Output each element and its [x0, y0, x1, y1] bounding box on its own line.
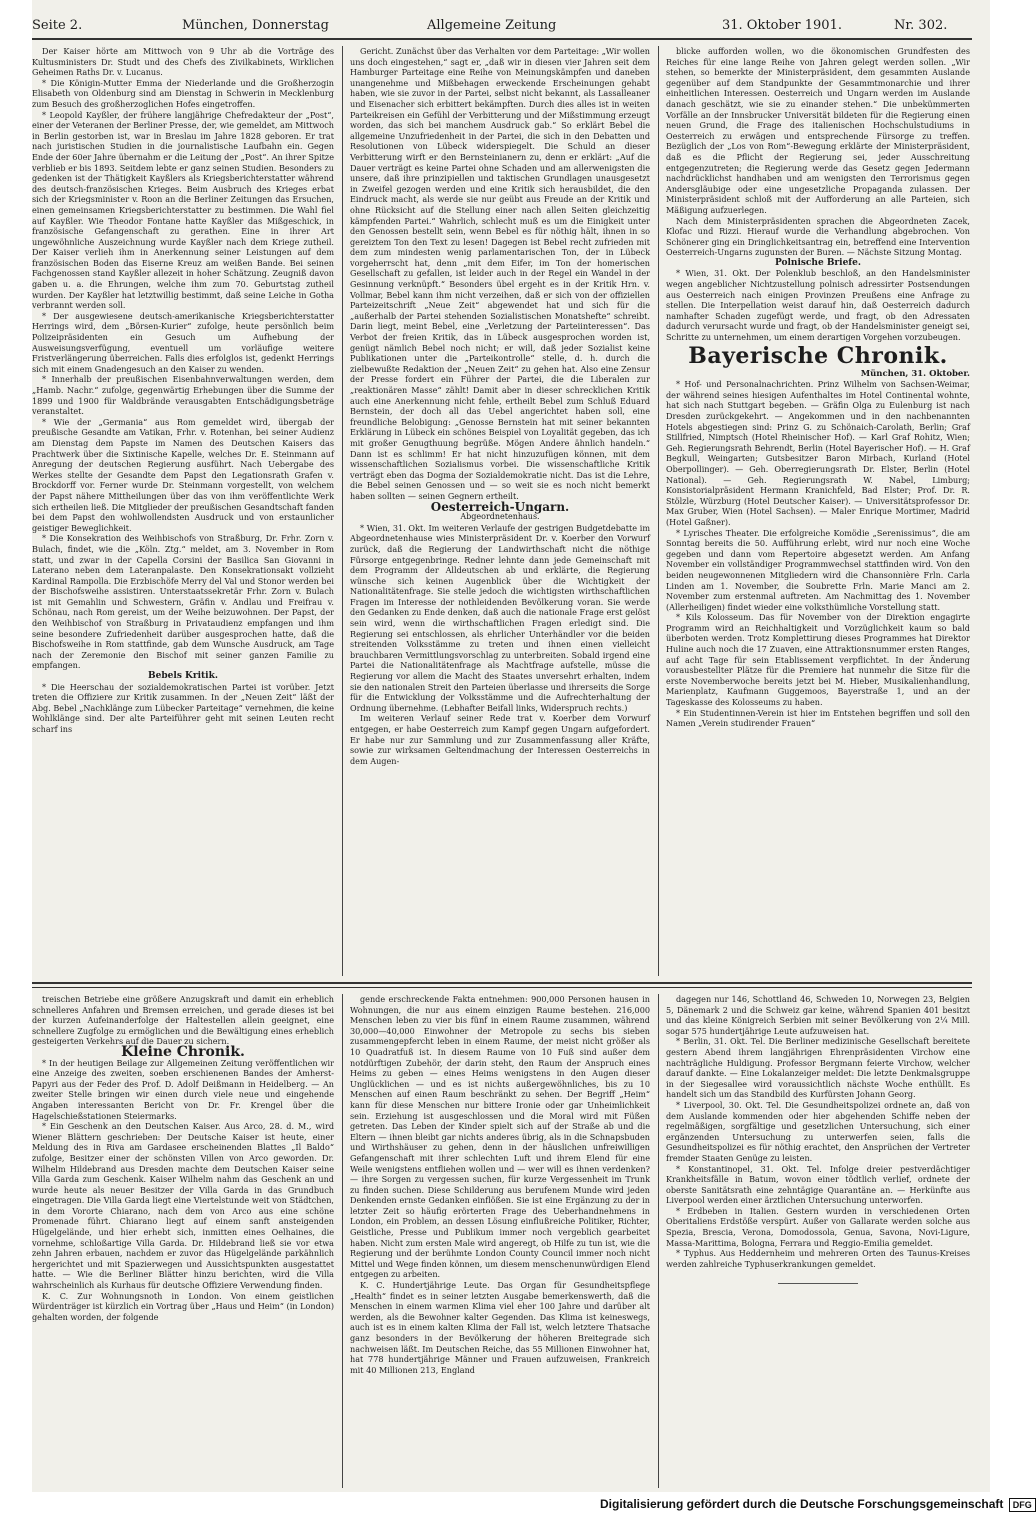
- city-day: München, Donnerstag: [182, 18, 329, 33]
- article-paragraph: * Wien, 31. Okt. Der Polenklub beschloß, an den Handelsminister wegen angeblicher Nichtzustellung polnisch adressirter Postsendungen aus Oesterreich nach einigen Provinzen Preußens eine Anfrage zu stellen. Die Interpellation weist darauf hin, daß Oesterreich dadurch namhafter Schaden zugefügt werde, und fragt, ob den Adressaten dadurch verursacht wurde und fragt, ob der Handelsminister geneigt sei, Schritte zu unternehmen, um einem derartigen Vorgehen vorzubeugen.: [666, 268, 970, 343]
- digitization-footer: [600, 1497, 1036, 1512]
- article-paragraph: * Ein Geschenk an den Deutschen Kaiser. Aus Arco, 28. d. M., wird Wiener Blättern geschrieben: Der Deutsche Kaiser ist heute, einer Meldung des in Riva am Gardasee erscheinenden Blattes „Il Baldo“ zufolge, Besitzer einer der schönsten Villen von Arco geworden. Dr. Wilhelm Hildebrand aus Dresden machte dem Deutschen Kaiser seine Villa Garda zum Geschenk. Kaiser Wilhelm nahm das Geschenk an und wurde heute als neuer Besitzer der Villa Garda in das Grundbuch eingetragen. Die Villa Garda liegt eine Viertelstunde weit von Städtchen, in dem Vororte Chiarano, nach dem von Arco aus eine schöne Promenade führt. Chiarano liegt auf einem sanft ansteigenden Hügelgelände, und hier erhebt sich, inmitten eines Oelhaines, die vornehme, schloßartige Villa Garda. Dr. Hildebrand ließ sie vor etwa zehn Jahren erbauen, nachdem er zuvor das Hügelgelände parkähnlich hergerichtet und mit Spazierwegen und Aussichtspunkten ausgestattet hatte. — Wie die Berliner Blätter hinzu berichten, wird die Villa wahrscheinlich als Kurhaus für deutsche Offiziere Verwendung finden.: [32, 1121, 334, 1291]
- column-2: [350, 46, 650, 976]
- header-rule: [32, 38, 972, 40]
- article-paragraph: * Hof- und Personalnachrichten. Prinz Wilhelm von Sachsen-Weimar, der während seines hiesigen Aufenthaltes im Hotel Continental wohnte, hat sich nach Stuttgart begeben. — Gräfin Olga zu Eulenburg ist nach Dresden zurückgekehrt. — Angekommen und in den nachbenannten Hotels abgestiegen sind: Prinz G. zu Schönaich-Carolath, Berlin; Graf Stillfried, Nimptsch (Hotel Rheinischer Hof). — Karl Graf Rohitz, Wien; Geh. Regierungsrath Behrendt, Berlin (Hotel Bayerischer Hof). — H. Graf Begkull, Weingarten; Gutsbesitzer Baron Mirbach, Kurland (Hotel Oberpollinger). — Geh. Oberregierungsrath Dr. Elster, Berlin (Hotel National). — Geh. Regierungsrath W. Nabel, Limburg; Konsistorialpräsident Hermann Kranichfeld, Bad Elster; Prof. Dr. R. Stölzle, Würzburg (Hotel Deutscher Kaiser). — Universitätsprofessor Dr. Max Gruber, Wien (Hotel Sachsen). — Maler Enrique Mortimer, Madrid (Hotel Gaßner).: [666, 379, 970, 527]
- lower-column-1: [32, 994, 334, 1488]
- column-divider: [342, 46, 343, 976]
- section-heading: Polnische Briefe.: [774, 257, 862, 268]
- column-divider: [658, 994, 659, 1488]
- article-paragraph: * Leopold Kayßler, der frühere langjährige Chefredakteur der „Post“, einer der Veteranen der Berliner Presse, der, wie gemeldet, am Mittwoch in Berlin gestorben ist, war in Breslau im Jahre 1828 geboren. Er trat nach juristischen Studien in die journalistische Laufbahn ein. Gegen Ende der 60er Jahre übernahm er die Leitung der „Post“. An ihrer Spitze verblieb er bis 1893. Seitdem lebte er ganz seinen Studien. Besonders zu gedenken ist der Thätigkeit Kayßlers als Kriegsberichterstatter während des deutsch-französischen Krieges. Beim Ausbruch des Krieges erbat sich der Kriegsminister v. Roon an die Berliner Zeitungen das Ersuchen, einen gemeinsamen Kriegsberichterstatter zu bestimmen. Die Wahl fiel auf Kayßler. Wie Theodor Fontane hatte Kayßler das Mißgeschick, in französische Gefangenschaft zu gerathen. Eine in ihrer Art ungewöhnliche Auszeichnung wurde Kayßler nach dem Kriege zutheil. Der Kaiser verlieh ihm in Anerkennung seiner Leistungen auf dem französischen Boden das Eiserne Kreuz am weißen Bande. Bei seinen Fachgenossen stand Kayßler allezeit in hoher Schätzung. Zeugniß davon gaben u. a. die Ehrungen, welche ihm zum 70. Geburtstag zutheil wurden. Der Kayßler hat letztwillig bestimmt, daß seine Leiche in Gotha verbrannt werden soll.: [32, 109, 335, 311]
- issue-number: Nr. 302.: [894, 18, 948, 33]
- section-heading: Oesterreich-Ungarn.: [430, 499, 570, 514]
- page-number: Seite 2.: [32, 18, 83, 33]
- dfg-logo: DFG: [1009, 1498, 1036, 1512]
- article-paragraph: Gericht. Zunächst über das Verhalten vor dem Parteitage: „Wir wollen uns doch eingestehen,“ sagt er, „daß wir in diesen vier Jahren seit dem Hamburger Parteitage eine Reihe von Meinungskämpfen und daneben unangenehme und Mißbehagen erweckende Erscheinungen gehabt haben, wie sie zuvor in der Partei, selbst nicht bekannt, als Lassalleaner und Eisenacher sich erbittert bekämpften. Durch dies alles ist in weiten Parteikreisen ein Gefühl der Verbitterung und der Mißstimmung erzeugt worden, das sich bei manchem Ausdruck gab.“ So erklärt Bebel die allgemeine Unzufriedenheit in der Partei, die sich in den Debatten und Resolutionen von Lübeck widerspiegelt. Die Schuld an dieser Verbitterung wirft er den Bernsteinianern zu, denn er erklärt: „Auf die Dauer verträgt es keine Partei ohne Schaden und am allerwenigsten die unsere, daß ihre prinzipiellen und taktischen Grundlagen unausgesetzt in Zweifel gezogen werden und eine Kritik sich herausbildet, die den Eindruck macht, als werde sie nur geübt aus Freude an der Kritik und ohne Rücksicht auf die Stellung einer nach allen Seiten gleichzeitig kämpfenden Partei.“ Wahrlich, schlecht muß es um die Einigkeit unter den Genossen bestellt sein, wenn Bebel es für nöthig hält, ihnen in so gereiztem Ton den Text zu lesen! Dagegen ist Bebel recht zufrieden mit dem zum mindesten wenig parlamentarischen Ton, der in Lübeck vorgeherrscht hat, denn „mit dem Eifer, im Ton der homerischen Gesellschaft zu gefallen, ist leider auch in der Regel ein Wandel in der Gesinnung verknüpft.“ Besonders übel ergeht es in der Kritik Hrn. v. Vollmar, Bebel kann ihm nicht verzeihen, daß er sich von der offiziellen Parteizeitschrift „Neue Zeit“ abgewendet hat und sich für die „außerhalb der Partei stehenden Sozialistischen Monatshefte“ schreibt. Darin liegt, meint Bebel, eine „Verletzung der Parteiinteressen“. Das Verbot der freien Kritik, das in Lübeck ausgesprochen worden ist, genügt nämlich Bebel noch nicht; er will, daß jeder Sozialist keine Publikationen unter die „Parteikontrolle“ stelle, d. h. durch die zielbewußte Redaktion der „Neuen Zeit“ zu gehen hat. Also eine Zensur der Presse fordert ein Führer der Partei, die die Liberalen zur „reaktionären Masse“ zählt! Damit aber in dieser schrecklichen Kritik auch eine Anerkennung nicht fehle, ertheilt Bebel zum Schluß Eduard Bernstein, der doch all das Uebel angerichtet haben soll, eine freundliche Belobigung: „Genosse Bernstein hat mit seiner bekannten Erklärung in Lübeck ein schönes Beispiel von Loyalität gegeben, das ich mit großer Genugthuung begrüße. Mögen Andere ähnlich handeln.“ Dann ist es schlimm! Er hat nicht hinzuzufügen können, mit dem wissenschaftlichen Sozialismus vorbei. Die wissenschaftliche Kritik verträgt eben das Dogma der Sozialdemokratie nicht. Das ist die Lehre, die Bebel seinen Genossen und — so weit sie es noch nicht bemerkt haben sollten — seinen Gegnern ertheilt.: [350, 46, 650, 501]
- page-header: [32, 18, 972, 38]
- article-paragraph: * Die Konsekration des Weihbischofs von Straßburg, Dr. Frhr. Zorn v. Bulach, findet, wie die „Köln. Ztg.“ meldet, am 3. November in Rom statt, und zwar in der Capella Corsini der Basilica San Giovanni in Laterano neben dem Lateranpalaste. Den Konsekrationsakt vollzieht Kardinal Rampolla. Die Erzbischöfe Merry del Val und Stonor werden bei der Bischofsweihe assistiren. Unterstaatssekretär Frhr. Zorn v. Bulach ist mit Gemahlin und Schwestern, Gräfin v. Andlau und Freifrau v. Schönau, nach Rom gereist, um der Weihe beizuwohnen. Der Papst, der den Weihbischof von Straßburg in Privataudienz empfangen und ihm seine besondere Zufriedenheit darüber ausgesprochen hatte, daß die Bischofsweihe in Rom stattfinde, gab dem Wunsche Ausdruck, am Tage nach der Zeremonie den Bischof mit seiner ganzen Familie zu empfangen.: [32, 533, 334, 671]
- article-paragraph: * Typhus. Aus Heddernheim und mehreren Orten des Taunus-Kreises werden zahlreiche Typhuserkrankungen gemeldet.: [666, 1248, 970, 1269]
- article-paragraph: * Der ausgewiesene deutsch-amerikanische Kriegsberichterstatter Herrings wird, dem „Börsen-Kurier“ zufolge, heute persönlich beim Polizeipräsidenten ein Gesuch um Aufhebung der Ausweisungsverfügung, eventuell um vorläufige weitere Fristverlängerung überreichen. Falls dies erfolglos ist, gedenkt Herrings sich mit einem Gnadengesuch an den Kaiser zu wenden.: [32, 310, 334, 374]
- chronicle-dateline: München, 31. Oktober.: [860, 368, 970, 379]
- lower-column-2: [350, 994, 650, 1488]
- article-paragraph: treischen Betriebe eine größere Anzugskraft und damit ein erheblich schnelleres Anfahren und Bremsen erreichen, und gerade dieses ist bei der kurzen Aufeinanderfolge der Haltestellen allein geeignet, eine schnellere Zugfolge zu ermöglichen und die Bewältigung eines erheblich gesteigerten Verkehrs auf die Dauer zu sichern.: [32, 994, 334, 1047]
- footer-text: Digitalisierung gefördert durch die Deutsche Forschungsgemeinschaft: [600, 1497, 1004, 1511]
- end-rule: [778, 1283, 858, 1284]
- section-separator-rule: [32, 982, 972, 988]
- article-paragraph: * Innerhalb der preußischen Eisenbahnverwaltungen werden, dem „Hamb. Nachr.“ zufolge, gegenwärtig Erhebungen über die Summe der 1899 und 1900 für Waldbrände verausgabten Entschädigungsbeträge veranstaltet.: [32, 374, 334, 417]
- article-paragraph: * Die Heerschau der sozialdemokratischen Partei ist vorüber. Jetzt treten die Offiziere zur Kritik zusammen. In der „Neuen Zeit“ läßt der Abg. Bebel „Nachklänge zum Lübecker Parteitage“ vernehmen, die keine Wohlklänge sind. Der alte Parteiführer geht mit seinen Leuten recht scharf ins: [32, 681, 334, 734]
- article-paragraph: * Liverpool, 30. Okt. Tel. Die Gesundheitspolizei ordnete an, daß von dem Auslande kommenden oder hier abgehenden Schiffe neben der regelmäßigen, sorgfältige und gesetzlichen Untersuchung, sich einer ergänzenden Untersuchung zu unterwerfen seien, falls die Gesundheitspolizei es für nöthig erachtet, den Ansprüchen der Vertreter fremder Staaten Genüge zu leisten.: [666, 1099, 970, 1163]
- newspaper-page: [32, 0, 990, 1492]
- chronicle-title: Bayerische Chronik.: [688, 342, 948, 369]
- article-paragraph: * Ein Studentinnen-Verein ist hier im Entstehen begriffen und soll den Namen „Verein studirender Frauen“: [666, 707, 970, 729]
- article-paragraph: * In der heutigen Beilage zur Allgemeinen Zeitung veröffentlichen wir eine Anzeige des zweiten, soeben erschienenen Bandes der Amherst-Papyri aus der Feder des Prof. D. Adolf Deißmann in Heidelberg. — An zweiter Stelle bringen wir einen durch viele neue und eingehende Angaben interessanten Bericht von Dr. Fr. Krengel über die Hagelschießstationen Steiermarks.: [32, 1057, 334, 1121]
- article-paragraph: Der Kaiser hörte am Mittwoch von 9 Uhr ab die Vorträge des Kultusministers Dr. Studt und des Chefs des Zivilkabinets, Wirklichen Geheimen Raths Dr. v. Lucanus.: [32, 46, 334, 78]
- newspaper-title: Allgemeine Zeitung: [427, 18, 557, 33]
- article-paragraph: * Kils Kolosseum. Das für November von der Direktion engagirte Programm wird an Reichhaltigkeit und Vorzüglichkeit kaum so bald überboten werden. Trotz Komplettirung dieses Programmes hat Direktor Huline auch noch die 17 Zuaven, eine Attraktionsnummer ersten Ranges, auf acht Tage für sein Etablissement verpflichtet. In der Änderung vorausbestellter Plätze für die Premiere hat nunmehr die Sitze für die erste Novemberwoche bereits jetzt bei M. Hieber, Musikalienhandlung, Marienplatz, Kaufmann Guggemoos, Bayerstraße 1, und an der Tageskasse des Kolosseums zu haben.: [666, 612, 970, 708]
- article-paragraph: gende erschreckende Fakta entnehmen: 900,000 Personen hausen in Wohnungen, die nur aus einem einzigen Raume bestehen. 216,000 Menschen leben zu vier bis fünf in einem Raume zusammen, während 30,000—40,000 Einwohner der Metropole zu sechs bis sieben zusammengepfercht leben in einem Raume, der meist nicht größer als 10 Quadratfuß ist. In diesem Raume von 10 Fuß sind außer dem notdürftigen Zubehör, der darin steht, den Raum der Anspruch eines Heims zu geben — eines Heims wenigstens in den Augen dieser Unglücklichen — und es ist nichts außergewöhnliches, bis zu 10 Menschen auf einen Raum beschränkt zu sehen. Der Begriff „Heim“ kann für diese Menschen nur bittere Ironie oder gar Unheimlichkeit sein. Erziehung ist ausgeschlossen und die Moral wird mit Füßen getreten. Das Leben der Kinder spielt sich auf der Straße ab und die Eltern — ihnen bleibt gar nichts anderes übrig, als in die Schnapsbuden und Wirthshäuser zu gehen, denn in der häuslichen unfreiwilligen Gefangenschaft mit ihrer schlechten Luft und ihrem Elend für eine Weile wenigstens entfliehen wollen und — wer will es ihnen verdenken? — ihre Sorgen zu vergessen suchen, für kurze Vergessenheit im Trunk zu finden suchen. Diese Schilderung aus berufenem Munde wird jeden Denkenden ernste Gedanken einflößen. Sie ist eine Ergänzung zu der in letzter Zeit so häufig erörterten Frage des Ueberhandnehmens in London, ein Problem, an dessen Lösung einflußreiche Politiker, Richter, Geistliche, Presse und Publikum immer noch vergeblich gearbeitet haben. Nicht zum ersten Male wird angeregt, ob Hilfe zu tun ist, wie die Regierung und der berühmte London County Council immer noch nicht Mittel und Wege finden können, um diesem menschenunwürdigen Elend entgegen zu arbeiten.: [350, 994, 650, 1280]
- article-paragraph: K. C. Hundertjährige Leute. Das Organ für Gesundheitspflege „Health“ findet es in seiner letzten Ausgabe bemerkenswerth, daß die Menschen in einem warmen Klima viel eher 100 Jahre und darüber alt werden, als die Bewohner kalter Gegenden. Das Klima ist keineswegs, auch ist es in einem kalten Klima der Fall ist, welch letztere Thatsache ganz besonders in der Bevölkerung der höheren Breitegrade sich nachweisen läßt. Im Deutschen Reiche, das 55 Millionen Einwohner hat, hat 778 hundertjährige Männer und Frauen aufzuweisen, Frankreich mit 40 Millionen 213, England: [350, 1280, 650, 1375]
- article-paragraph: * Wie der „Germania“ aus Rom gemeldet wird, übergab der preußische Gesandte am Vatikan, Frhr. v. Rotenhan, bei seiner Audienz am Dienstag dem Papste im Namen des Deutschen Kaisers das Prachtwerk über die Sixtinische Kapelle, welches Dr. E. Steinmann auf Anregung der deutschen Regierung ausführt. Nach Uebergabe des Werkes stellte der Gesandte dem Papst den Legationsrath Grafen v. Brockdorff vor. Ferner wurde Dr. Steinmann vorgestellt, von welchem der Papst nähere Mittheilungen über das von ihm veröffentlichte Werk sich ertheilen ließ. Die Mitglieder der preußischen Gesandtschaft fanden bei dem Papst den wohlwollendsten Ausdruck und von erstaunlicher geistiger Beweglichkeit.: [32, 416, 334, 533]
- section-heading: Kleine Chronik.: [121, 1043, 245, 1060]
- column-3: [666, 46, 970, 976]
- article-paragraph: blicke aufforden wollen, wo die ökonomischen Grundfesten des Reiches für eine lange Reihe von Jahren gelegt werden sollen. „Wir stehen, so bemerkte der Ministerpräsident, dem gesammten Auslande gegenüber auf dem Standpunkte der Gesammtmonarchie und ihrer einheitlichen Interessen. Oesterreich und Ungarn werden im Auslande danach geschätzt, wie sie zu einander stehen.“ Die unbekümmerten Vorfälle an der Innsbrucker Universität bildeten für die Regierung einen neuen Grund, die Frage des italienischen Hochschulstudiums in Oesterreich zu erwägen und entsprechende Fürsorge zu treffen. Bezüglich der „Los von Rom“-Bewegung erklärte der Ministerpräsident, daß es die Pflicht der Regierung sei, jeder Ausschreitung entgegenzutreten; die Regierung werde das Gesetz gegen Jedermann nachdrücklichst handhaben und am wenigsten den Terrorismus gegen Andersgläubige oder eine ungesetzliche Propaganda zulassen. Der Ministerpräsident schloß mit der Aufforderung an alle Parteien, sich Mäßigung aufzuerlegen.: [666, 46, 970, 215]
- section-heading: Bebels Kritik.: [148, 671, 218, 682]
- article-paragraph: * Konstantinopel, 31. Okt. Tel. Infolge dreier pestverdächtiger Krankheitsfälle in Batum, wovon einer tödtlich verlief, ordnete der oberste Sanitätsrath eine zehntägige Quarantäne an. — Herkünfte aus Liverpool werden einer ärztlichen Untersuchung unterworfen.: [666, 1163, 970, 1206]
- article-paragraph: Nach dem Ministerpräsidenten sprachen die Abgeordneten Zacek, Klofac und Rizzi. Hierauf wurde die Verhandlung abgebrochen. Von Schönerer ging ein Dringlichkeitsantrag ein, betreffend eine Intervention Oesterreich-Ungarns zugunsten der Buren. — Nächste Sitzung Montag.: [666, 215, 970, 258]
- article-paragraph: * Die Königin-Mutter Emma der Niederlande und die Großherzogin Elisabeth von Oldenburg sind am Dienstag in Schwerin in Mecklenburg zum Besuch des großherzoglichen Hofes eingetroffen.: [32, 77, 334, 109]
- article-paragraph: * Berlin, 31. Okt. Tel. Die Berliner medizinische Gesellschaft bereitete gestern Abend ihrem langjährigen Ehrenpräsidenten Virchow eine nachträgliche Huldigung. Professor Bergmann feierte Virchow, welcher darauf dankte. — Eine Lokalanzeiger meldet: Die letzte Denkmalsgruppe in der Siegesallee wird voraussichtlich nächste Woche enthüllt. Es handelt sich um das Standbild des Kurfürsten Johann Georg.: [666, 1036, 970, 1100]
- section-subheading: Abgeordnetenhaus.: [460, 512, 540, 522]
- lower-column-3: [666, 994, 970, 1488]
- article-paragraph: * Erdbeben in Italien. Gestern wurden in verschiedenen Orten Oberitaliens Erdstöße verspürt. Außer von Gallarate werden solche aus Spezia, Brescia, Verona, Domodossola, Genua, Savona, Novi-Ligure, Massa-Marittima, Bologna, Ferrara und Reggio-Emilia gemeldet.: [666, 1205, 970, 1248]
- article-paragraph: * Lyrisches Theater. Die erfolgreiche Komödie „Serenissimus“, die am Sonntag bereits die 50. Aufführung erlebt, wird nur noch eine Woche gegeben und dann vom Repertoire abgesetzt werden. Am Anfang November ein vollständiger Programmwechsel stattfinden wird. Von den beiden neugewonnenen Mitgliedern wird die Chansonnière Frln. Carla Linden am 1. November, die Soubrette Frln. Marie Manci am 2. November zum erstenmal auftreten. Am Nachmittag des 1. November (Allerheiligen) findet wieder eine volksthümliche Vorstellung statt.: [666, 527, 970, 612]
- issue-date: 31. Oktober 1901.: [722, 18, 842, 33]
- article-paragraph: dagegen nur 146, Schottland 46, Schweden 10, Norwegen 23, Belgien 5, Dänemark 2 und die Schweiz gar keine, während Spanien 401 besitzt und das kleine Königreich Serbien mit seiner Bevölkerung von 2¼ Mill. sogar 575 hundertjährige Leute aufzuweisen hat.: [666, 994, 970, 1036]
- article-paragraph: K. C. Zur Wohnungsnoth in London. Von einem geistlichen Würdenträger ist kürzlich ein Vortrag über „Haus und Heim“ (in London) gehalten worden, der folgende: [32, 1290, 334, 1322]
- column-divider: [658, 46, 659, 976]
- column-divider: [342, 994, 343, 1488]
- column-1: [32, 46, 334, 976]
- article-paragraph: * Wien, 31. Okt. Im weiteren Verlaufe der gestrigen Budgetdebatte im Abgeordnetenhause wies Ministerpräsident Dr. v. Koerber den Vorwurf zurück, daß die Regierung der Landwirthschaft nicht die nöthige Fürsorge entgegenbringe. Redner lehnte dann jede Gemeinschaft mit dem Programm der Alldeutschen ab und erklärte, die Regierung wünsche sich keinen Augenblick über die Wichtigkeit der Nationalitätenfrage. Sie stelle jedoch die wichtigsten wirthschaftlichen Fragen im Interesse der nothleidenden Bevölkerung voran. Sie werde den Gedanken zu Ende denken, daß auch die nationale Frage erst gelöst sein wird, wenn die wirthschaftlichen Fragen erledigt sind. Die Regierung sei entschlossen, als ehrlicher Unterhändler vor die beiden streitenden Volksstämme zu treten und ihnen einen vielleicht brauchbaren Vermittlungsvorschlag zu unterbreiten. Sobald irgend eine Partei die Nationalitätenfrage als Machtfrage aufstelle, müsse die Regierung vor allem die Macht des Staates unversehrt erhalten, indem sie den nationalen Streit den Parteien überlasse und ihrerseits die Sorge für die Entwicklung der Volksstämme und die Aufrechterhaltung der Ordnung übernehme. (Lebhafter Beifall links, Widerspruch rechts.): [350, 522, 650, 713]
- article-paragraph: Im weiteren Verlauf seiner Rede trat v. Koerber dem Vorwurf entgegen, er habe Oesterreich zum Kampf gegen Ungarn aufgefordert. Er habe nur zur Sammlung und zur Zusammenfassung aller Kräfte, sowie zur wirksamen Geltendmachung der Interessen Oesterreichs in dem Augen-: [350, 713, 650, 766]
